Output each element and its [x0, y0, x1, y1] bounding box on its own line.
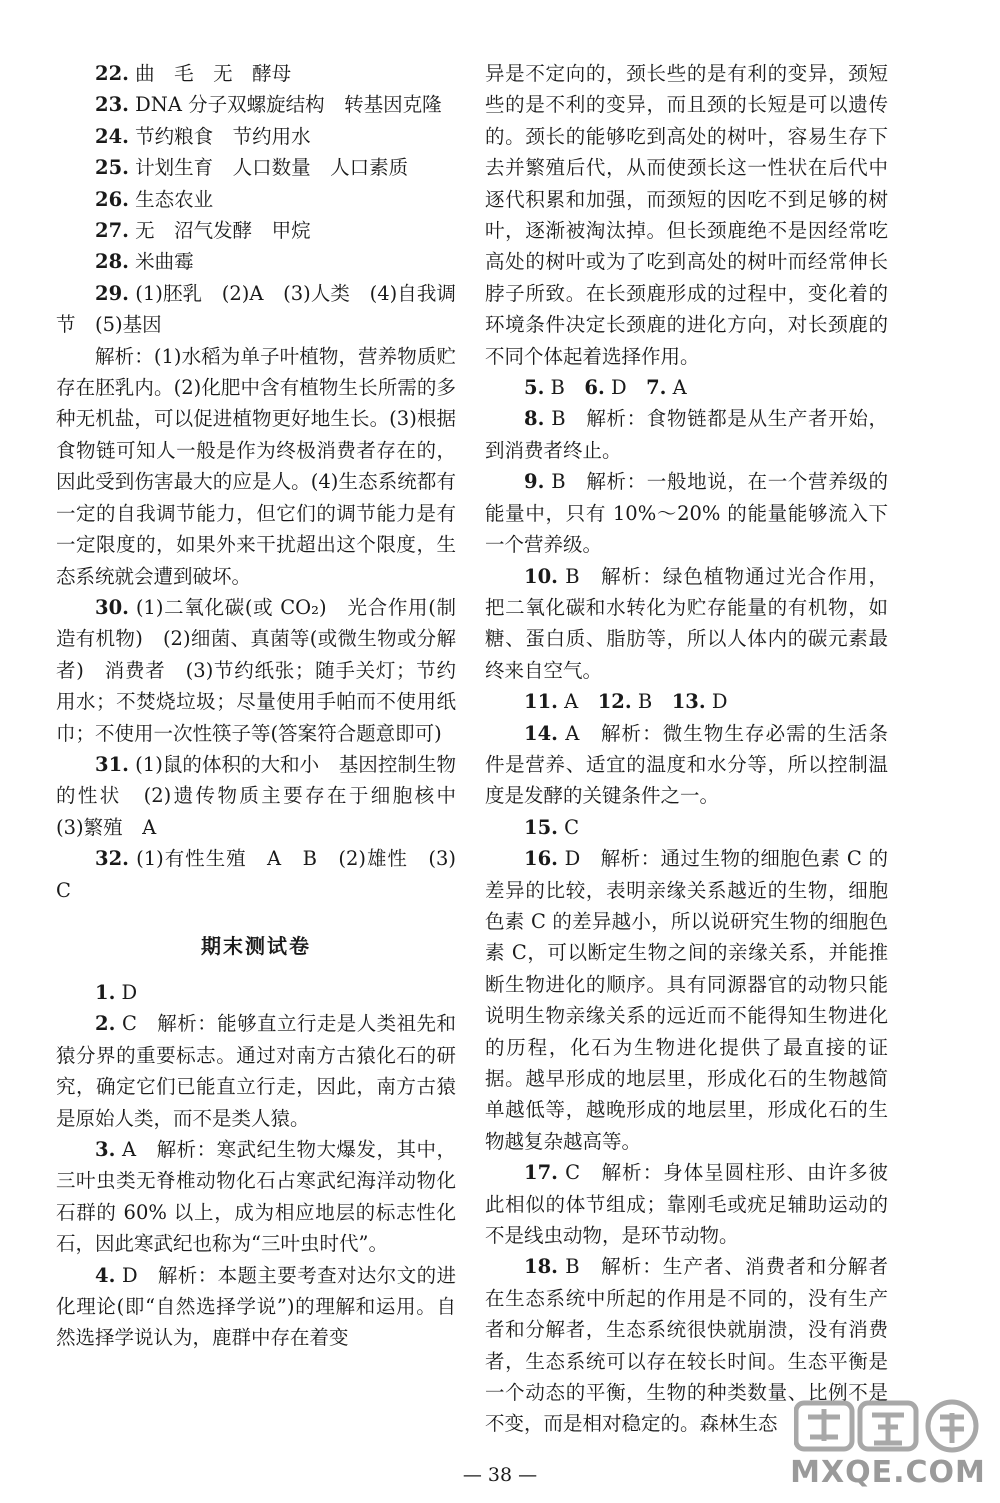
answer-text: (1)鼠的体积的大和小 基因控制生物的性状 (2)遗传物质主要存在于细胞核中 (3)繁殖 A — [56, 752, 476, 839]
watermark-url: MXQE.COM — [790, 1455, 986, 1490]
question-number: 10. — [524, 564, 558, 588]
answer-text: A 解析：微生物生存必需的生活条件是营养、适宜的温度和水分等，所以控制温度是发酵的关键条件之一。 — [485, 721, 888, 808]
answer-paragraph — [56, 89, 456, 120]
question-number: 14. — [524, 721, 558, 745]
question-number: 24. — [95, 124, 129, 148]
answer-text: C 解析：能够直立行走是人类祖先和猿分界的重要标志。通过对南方古猿化石的研究，确定它们已能直立行走，因此，南方古猿是原始人类，而不是类人猿。 — [56, 1012, 456, 1130]
question-number: 28. — [95, 250, 129, 274]
question-number: 8. — [524, 407, 545, 431]
answer-text: B — [544, 376, 585, 400]
answer-text: B 解析：绿色植物通过光合作用，把二氧化碳和水转化为贮存能量的有机物，如糖、蛋白质、脂肪等，所以人体内的碳元素最终来自空气。 — [485, 564, 888, 682]
page-number: — 38 — — [462, 1464, 538, 1486]
watermark-logo-icon — [794, 1399, 982, 1453]
question-number: 17. — [524, 1161, 558, 1185]
question-number: 15. — [524, 815, 558, 839]
answer-text: 生态农业 — [128, 187, 214, 211]
answer-text: A — [557, 690, 598, 714]
answers-list-final-test — [56, 977, 456, 1354]
answer-paragraph — [56, 843, 456, 906]
answer-text: B 解析：一般地说，在一个营养级的能量中，只有 10%～20% 的能量能够流入下一个营养级。 — [485, 470, 888, 557]
answer-paragraph — [56, 58, 456, 89]
answer-text: 解析：(1)水稻为单子叶植物，营养物质贮存在胚乳内。(2)化肥中含有植物生长所需的多种无机盐，可以促进植物更好地生长。(3)根据食物链可知人一般是作为终极消费者存在的，因此受到伤害最大的应是人。(4)生态系统都有一定的自我调节能力，但它们的调节能力是有一定限度的，如果外来干扰超出这个限度，生态系统就会遭到破坏。 — [56, 344, 456, 588]
answer-paragraph — [485, 843, 888, 1157]
question-number: 12. — [597, 690, 632, 714]
answer-text: A — [666, 376, 687, 400]
answer-text: (1)胚乳 (2)A (3)人类 (4)自我调节 (5)基因 — [56, 281, 456, 337]
answer-text: 无 沼气发酵 甲烷 — [128, 219, 311, 243]
answer-paragraph — [485, 372, 888, 403]
answer-paragraph — [56, 215, 456, 246]
answer-text: A 解析：寒武纪生物大爆发，其中，三叶虫类无脊椎动物化石占寒武纪海洋动物化石群的 60% 以上，成为相应地层的标志性化石，因此寒武纪也称为“三叶虫时代”。 — [56, 1138, 456, 1256]
answer-text: D — [115, 980, 138, 1004]
question-number: 22. — [95, 62, 129, 85]
answer-text: 节约粮食 节约用水 — [128, 124, 311, 148]
answers-list-previous — [56, 58, 476, 906]
question-number: 30. — [95, 595, 129, 619]
answer-paragraph — [56, 977, 456, 1008]
answer-paragraph — [56, 749, 476, 843]
question-number: 9. — [524, 470, 545, 494]
answer-paragraph — [56, 152, 456, 183]
answer-text: 异是不定向的，颈长些的是有利的变异，颈短些的是不利的变异，而且颈的长短是可以遗传的。颈长的能够吃到高处的树叶，容易生存下去并繁殖后代，从而使颈长这一性状在后代中逐代积累和加强，而颈短的因吃不到足够的树叶，逐渐被淘汰掉。但长颈鹿绝不是因经常吃高处的树叶或为了吃到高处的树叶而经常伸长脖子所致。在长颈鹿形成的过程中，变化着的环境条件决定长颈鹿的进化方向，对长颈鹿的不同个体起着选择作用。 — [485, 62, 888, 368]
question-number: 7. — [646, 376, 667, 400]
answer-paragraph — [56, 121, 456, 152]
answer-paragraph — [56, 1134, 456, 1260]
answer-text: C 解析：身体呈圆柱形、由许多彼此相似的体节组成；靠刚毛或疣足辅助运动的不是线虫动物，是环节动物。 — [485, 1161, 888, 1248]
answer-text: (1)有性生殖 A B (2)雄性 (3)C — [56, 847, 456, 902]
answer-paragraph — [485, 686, 888, 717]
question-number: 23. — [95, 93, 129, 117]
answer-paragraph — [485, 812, 888, 843]
answer-paragraph — [485, 403, 888, 466]
question-number: 31. — [95, 752, 129, 776]
question-number: 6. — [584, 376, 605, 400]
question-number: 27. — [95, 219, 129, 243]
question-number: 32. — [95, 847, 129, 871]
question-number: 25. — [95, 156, 129, 180]
right-column — [485, 58, 888, 1440]
answer-paragraph — [56, 592, 456, 749]
question-number: 18. — [524, 1255, 558, 1279]
answer-text: B — [631, 690, 672, 714]
answer-paragraph — [56, 246, 456, 277]
answer-text: B 解析：食物链都是从生产者开始，到消费者终止。 — [485, 407, 888, 462]
answer-paragraph — [56, 1008, 456, 1134]
question-number: 13. — [671, 690, 706, 714]
answer-text: 米曲霉 — [128, 250, 194, 274]
answer-text: C — [557, 815, 580, 839]
question-number: 29. — [95, 281, 129, 305]
answer-paragraph — [56, 1260, 456, 1354]
question-number: 16. — [524, 847, 558, 871]
question-number: 3. — [95, 1138, 116, 1161]
answer-paragraph — [485, 58, 888, 372]
answer-text: (1)二氧化碳(或 CO₂) 光合作用(制造有机物) (2)细菌、真菌等(或微生物或分解者) 消费者 (3)节约纸张；随手关灯；节约用水；不焚烧垃圾；尽量使用手帕而不使用纸巾；不使用一次性筷子等(答案符合题意即可) — [56, 595, 456, 745]
question-number: 2. — [95, 1012, 116, 1036]
answer-paragraph — [56, 341, 456, 592]
question-number: 4. — [95, 1263, 116, 1287]
left-column — [56, 58, 476, 1354]
watermark — [788, 1399, 988, 1495]
answer-text: D — [705, 690, 728, 714]
answer-text: D 解析：通过生物的细胞色素 C 的差异的比较，表明亲缘关系越近的生物，细胞色素 C 的差异越小，所以说研究生物的细胞色素 C，可以断定生物之间的亲缘关系，并能推断生物进化的顺序。具有同源器官的动物只能说明生物亲缘关系的远近而不能得知生物进化的历程，化石为生物进化提供了最直接的证据。越早形成的地层里，形成化石的生物越简单越低等，越晚形成的地层里，形成化石的生物越复杂越高等。 — [485, 847, 888, 1153]
section-title: 期末测试卷 — [201, 933, 311, 958]
answer-text: 计划生育 人口数量 人口素质 — [128, 156, 409, 180]
question-number: 26. — [95, 187, 129, 211]
answer-text: D — [604, 376, 647, 400]
answer-paragraph — [485, 466, 888, 560]
answer-paragraph — [485, 561, 888, 687]
answer-paragraph — [485, 1157, 888, 1251]
answer-paragraph — [56, 278, 456, 341]
question-number: 5. — [524, 376, 545, 400]
answer-paragraph — [485, 718, 888, 812]
answer-text: DNA 分子双螺旋结构 转基因克隆 — [128, 93, 442, 117]
answer-text: D 解析：本题主要考查对达尔文的进化理论(即“自然选择学说”)的理解和运用。自然选择学说认为，鹿群中存在着变 — [56, 1263, 456, 1350]
answer-text: B 解析：生产者、消费者和分解者在生态系统中所起的作用是不同的，没有生产者和分解者，生态系统很快就崩溃，没有消费者，生态系统可以存在较长时间。生态平衡是一个动态的平衡，生物的种类数量、比例不是不变，而是相对稳定的。森林生态 — [485, 1255, 888, 1436]
question-number: 1. — [95, 980, 116, 1004]
question-number: 11. — [524, 690, 558, 714]
answer-paragraph — [56, 184, 456, 215]
answer-text: 曲 毛 无 酵母 — [128, 62, 292, 85]
